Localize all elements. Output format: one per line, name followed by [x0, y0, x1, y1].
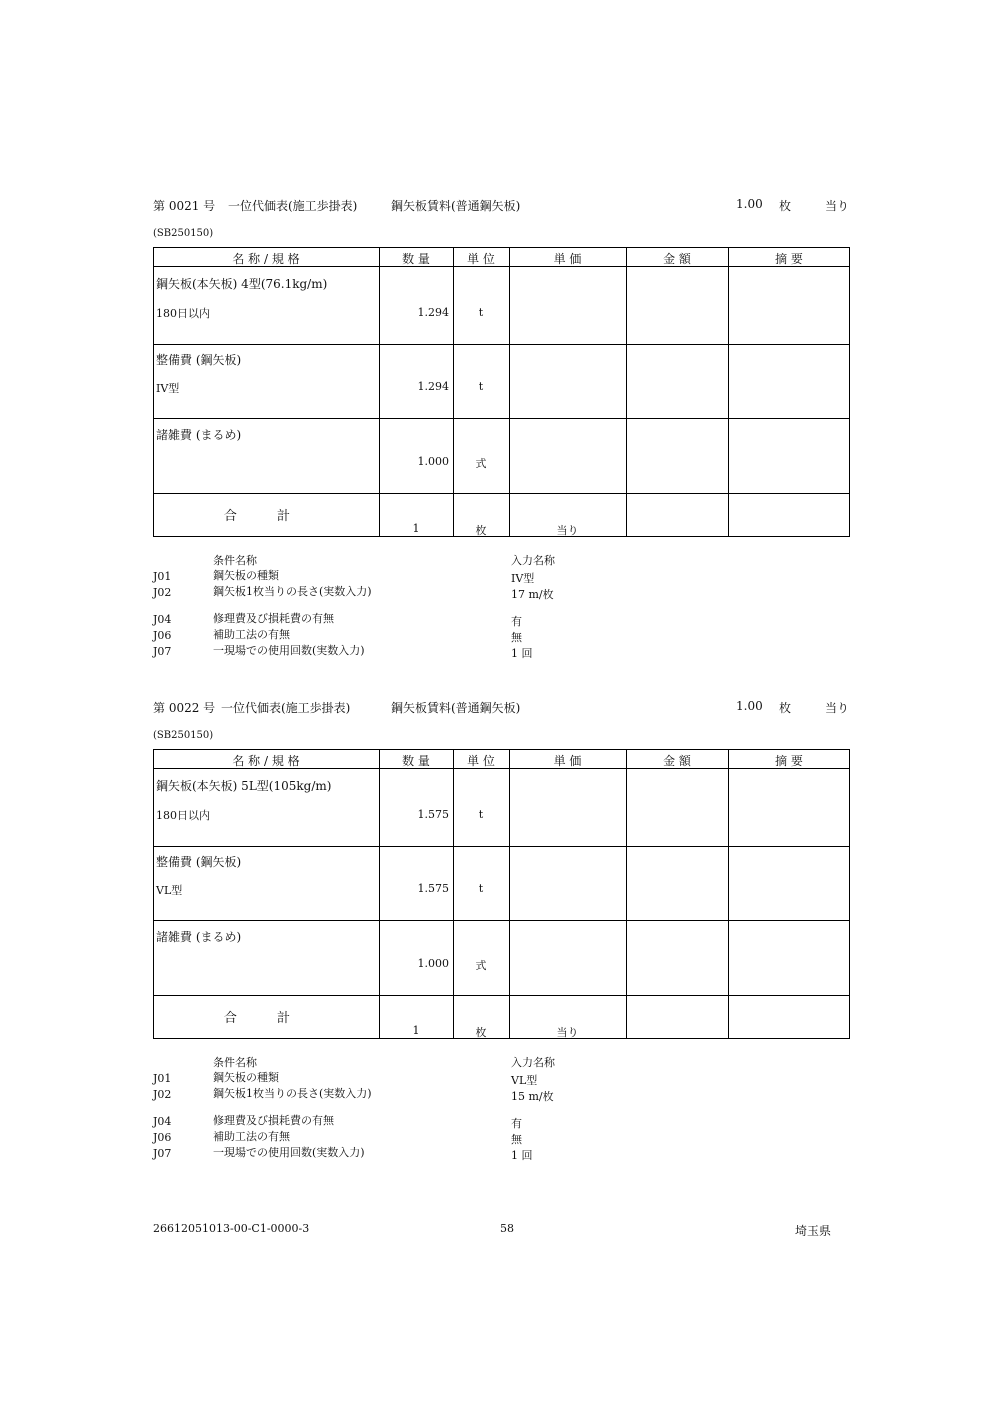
- row-name: 整備費 (鋼矢板): [156, 353, 242, 367]
- header-name: 名 称 / 規 格: [232, 252, 300, 266]
- row-name: 鋼矢板(本矢板) 5L型(105kg/m): [156, 779, 332, 793]
- price-sheet-0022: [0, 699, 1000, 1199]
- total-per: 当り: [556, 524, 579, 537]
- condition-code: J06: [153, 629, 172, 642]
- conditions-name-header: 条件名称: [213, 554, 257, 567]
- prefecture-label: 埼玉県: [795, 1224, 832, 1238]
- total-per: 当り: [556, 1026, 579, 1039]
- condition-code: J02: [153, 586, 172, 599]
- header-qty: 数 量: [402, 754, 430, 768]
- row-spec: IV型: [156, 382, 180, 395]
- row-name: 鋼矢板(本矢板) 4型(76.1kg/m): [156, 277, 328, 291]
- condition-value: VL型: [511, 1074, 538, 1087]
- header-amount: 金 額: [663, 252, 691, 266]
- row-divider: [153, 344, 850, 345]
- header-name: 名 称 / 規 格: [232, 754, 300, 768]
- conditions-input-header: 入力名称: [511, 554, 555, 567]
- row-qty: 1.575: [417, 808, 449, 821]
- total-label: 合 計: [223, 1011, 309, 1026]
- condition-name: 一現場での使用回数(実数入力): [213, 1146, 365, 1159]
- form-title: 一位代価表(施工歩掛表): [221, 701, 351, 715]
- base-unit: 枚: [779, 199, 792, 213]
- item-title: 鋼矢板賃料(普通鋼矢板): [391, 199, 521, 213]
- row-qty: 1.294: [417, 306, 449, 319]
- condition-name: 修理費及び損耗費の有無: [213, 1114, 334, 1127]
- condition-code: J07: [153, 1147, 172, 1160]
- row-qty: 1.294: [417, 380, 449, 393]
- header-remark: 摘 要: [775, 754, 803, 768]
- cost-table: [153, 247, 850, 537]
- row-unit: t: [478, 380, 484, 393]
- row-unit: t: [478, 306, 484, 319]
- row-spec: 180日以内: [156, 307, 210, 320]
- row-name: 諸雑費 (まるめ): [156, 930, 242, 944]
- item-code: (SB250150): [153, 730, 214, 741]
- condition-code: J04: [153, 613, 172, 626]
- page-number: 58: [500, 1222, 514, 1235]
- row-unit: 式: [475, 959, 487, 972]
- condition-value: 無: [511, 1133, 522, 1146]
- row-divider: [153, 995, 850, 996]
- condition-value: 1 回: [511, 647, 533, 660]
- condition-name: 修理費及び損耗費の有無: [213, 612, 334, 625]
- row-divider: [153, 418, 850, 419]
- item-code: (SB250150): [153, 228, 214, 239]
- row-divider: [153, 920, 850, 921]
- item-title: 鋼矢板賃料(普通鋼矢板): [391, 701, 521, 715]
- condition-name: 鋼矢板1枚当りの長さ(実数入力): [213, 1087, 372, 1100]
- row-spec: VL型: [156, 884, 183, 897]
- row-name: 整備費 (鋼矢板): [156, 855, 242, 869]
- condition-code: J07: [153, 645, 172, 658]
- row-qty: 1.000: [417, 957, 449, 970]
- base-unit: 枚: [779, 701, 792, 715]
- header-qty: 数 量: [402, 252, 430, 266]
- row-name: 諸雑費 (まるめ): [156, 428, 242, 442]
- condition-code: J06: [153, 1131, 172, 1144]
- condition-name: 一現場での使用回数(実数入力): [213, 644, 365, 657]
- condition-name: 鋼矢板の種類: [213, 569, 279, 582]
- sheet-number: 第 0021 号: [153, 199, 216, 213]
- condition-value: 17 m/枚: [511, 588, 554, 601]
- base-quantity: 1.00: [736, 197, 763, 211]
- conditions-name-header: 条件名称: [213, 1056, 257, 1069]
- condition-code: J01: [153, 1072, 172, 1085]
- row-qty: 1.575: [417, 882, 449, 895]
- row-spec: 180日以内: [156, 809, 210, 822]
- condition-name: 補助工法の有無: [213, 628, 290, 641]
- conditions-block: [153, 552, 850, 682]
- condition-name: 補助工法の有無: [213, 1130, 290, 1143]
- condition-value: 1 回: [511, 1149, 533, 1162]
- row-unit: t: [478, 882, 484, 895]
- header-remark: 摘 要: [775, 252, 803, 266]
- total-qty: 1: [412, 522, 420, 535]
- conditions-input-header: 入力名称: [511, 1056, 555, 1069]
- row-divider: [153, 493, 850, 494]
- header-price: 単 価: [553, 252, 582, 266]
- condition-value: 有: [511, 615, 522, 628]
- condition-value: 無: [511, 631, 522, 644]
- row-unit: t: [478, 808, 484, 821]
- total-qty: 1: [412, 1024, 420, 1037]
- condition-name: 鋼矢板の種類: [213, 1071, 279, 1084]
- per-label: 当り: [825, 701, 850, 715]
- price-sheet-0021: [0, 197, 1000, 697]
- form-title: 一位代価表(施工歩掛表): [228, 199, 358, 213]
- condition-code: J02: [153, 1088, 172, 1101]
- condition-code: J04: [153, 1115, 172, 1128]
- sheet-number: 第 0022 号: [153, 701, 216, 715]
- total-label: 合 計: [223, 509, 309, 524]
- conditions-block: [153, 1054, 850, 1184]
- header-amount: 金 額: [663, 754, 691, 768]
- condition-value: 有: [511, 1117, 522, 1130]
- total-unit: 枚: [475, 1026, 487, 1039]
- header-unit: 単 位: [467, 252, 495, 266]
- row-divider: [153, 846, 850, 847]
- header-unit: 単 位: [467, 754, 495, 768]
- condition-code: J01: [153, 570, 172, 583]
- base-quantity: 1.00: [736, 699, 763, 713]
- condition-name: 鋼矢板1枚当りの長さ(実数入力): [213, 585, 372, 598]
- condition-value: IV型: [511, 572, 535, 585]
- row-qty: 1.000: [417, 455, 449, 468]
- per-label: 当り: [825, 199, 850, 213]
- header-price: 単 価: [553, 754, 582, 768]
- total-unit: 枚: [475, 524, 487, 537]
- condition-value: 15 m/枚: [511, 1090, 554, 1103]
- document-code: 26612051013-00-C1-0000-3: [153, 1222, 310, 1235]
- cost-table: [153, 749, 850, 1039]
- row-unit: 式: [475, 457, 487, 470]
